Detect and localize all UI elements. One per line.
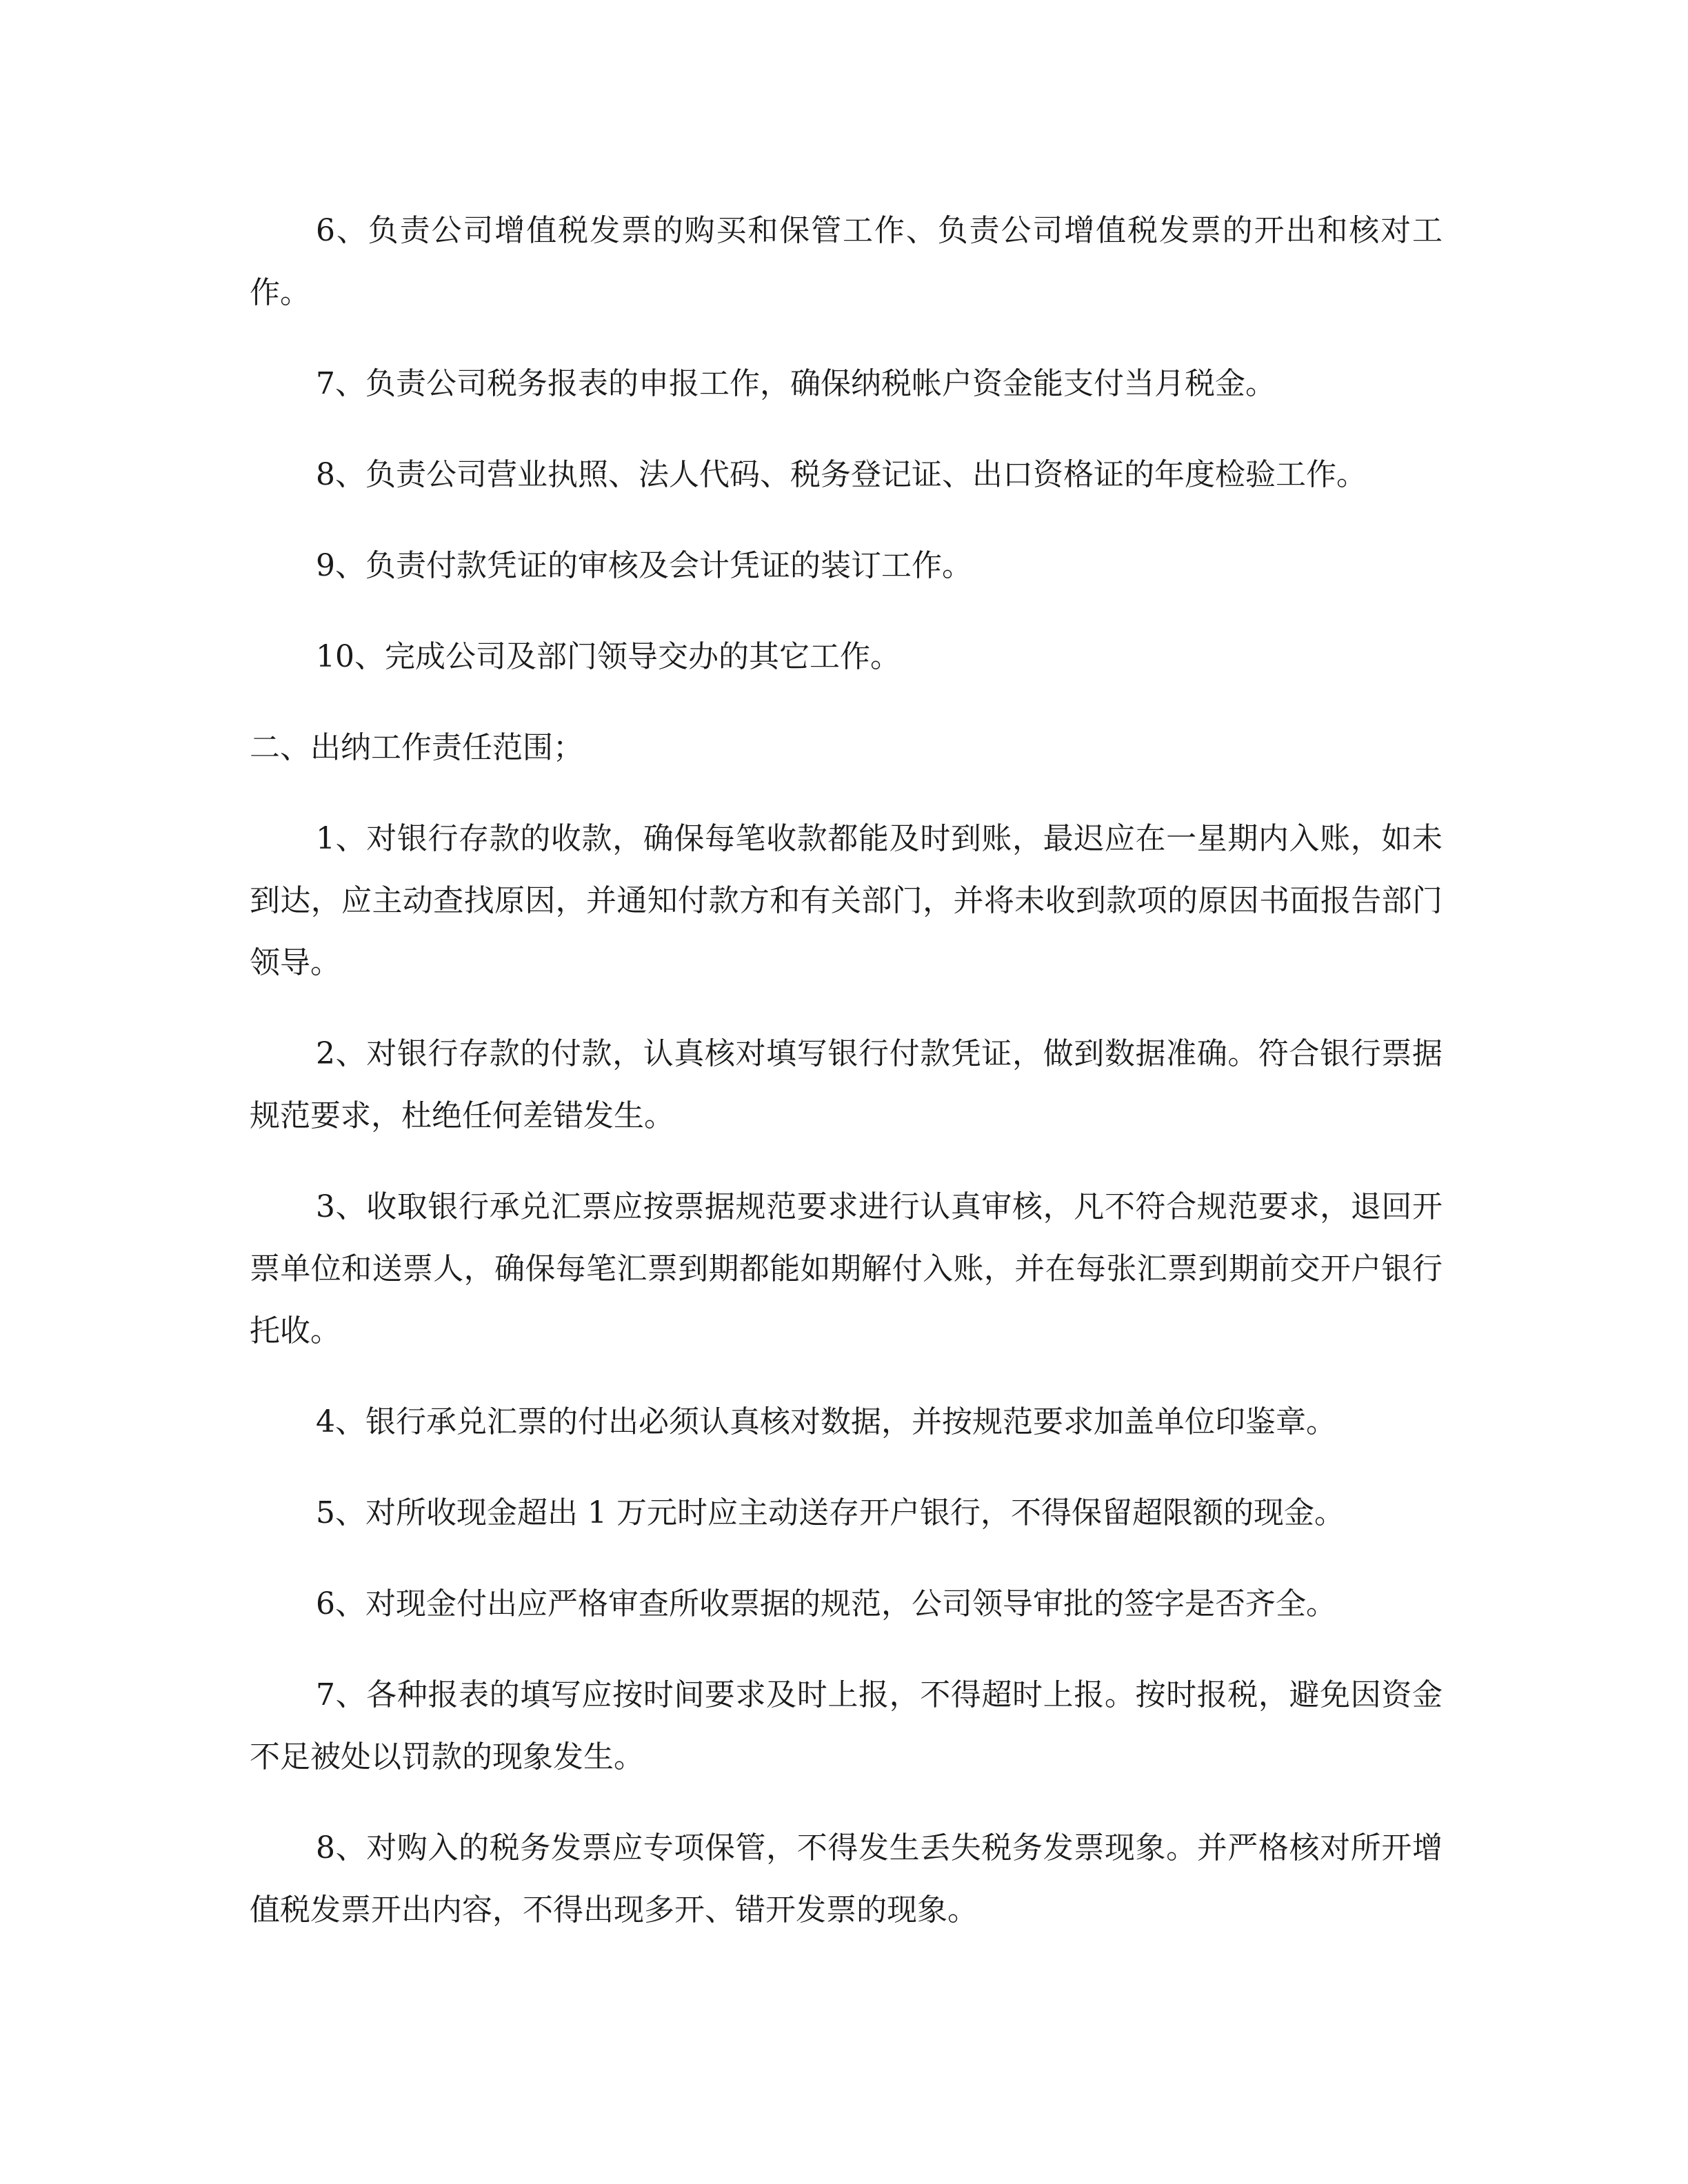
paragraph-cashier-3: 3、收取银行承兑汇票应按票据规范要求进行认真审核，凡不符合规范要求，退回开票单位和送票人，确保每笔汇票到期都能如期解付入账，并在每张汇票到期前交开户银行托收。 — [250, 1189, 1443, 1348]
paragraph-duty-6: 6、负责公司增值税发票的购买和保管工作、负责公司增值税发票的开出和核对工作。 — [250, 213, 1443, 310]
paragraph-cashier-1: 1、对银行存款的收款，确保每笔收款都能及时到账，最迟应在一星期内入账，如未到达，应主动查找原因，并通知付款方和有关部门，并将未收到款项的原因书面报告部门领导。 — [250, 821, 1443, 980]
paragraph-cashier-8: 8、对购入的税务发票应专项保管，不得发生丢失税务发票现象。并严格核对所开增值税发票开出内容，不得出现多开、错开发票的现象。 — [250, 1830, 1443, 1928]
paragraph-duty-10: 10、完成公司及部门领导交办的其它工作。 — [316, 639, 901, 674]
section-heading-cashier: 二、出纳工作责任范围； — [250, 730, 583, 765]
paragraph-duty-8: 8、负责公司营业执照、法人代码、税务登记证、出口资格证的年度检验工作。 — [316, 457, 1367, 492]
paragraph-cashier-4: 4、银行承兑汇票的付出必须认真核对数据，并按规范要求加盖单位印鉴章。 — [316, 1404, 1336, 1439]
document-page — [250, 200, 1443, 1970]
paragraph-cashier-6: 6、对现金付出应严格审查所收票据的规范，公司领导审批的签字是否齐全。 — [316, 1586, 1336, 1621]
paragraph-cashier-7: 7、各种报表的填写应按时间要求及时上报，不得超时上报。按时报税，避免因资金不足被处以罚款的现象发生。 — [250, 1677, 1443, 1775]
paragraph-duty-9: 9、负责付款凭证的审核及会计凭证的装订工作。 — [316, 548, 972, 583]
paragraph-cashier-2: 2、对银行存款的付款，认真核对填写银行付款凭证，做到数据准确。符合银行票据规范要求，杜绝任何差错发生。 — [250, 1036, 1443, 1133]
paragraph-cashier-5: 5、对所收现金超出 1 万元时应主动送存开户银行，不得保留超限额的现金。 — [316, 1495, 1345, 1530]
paragraph-duty-7: 7、负责公司税务报表的申报工作，确保纳税帐户资金能支付当月税金。 — [316, 366, 1276, 401]
